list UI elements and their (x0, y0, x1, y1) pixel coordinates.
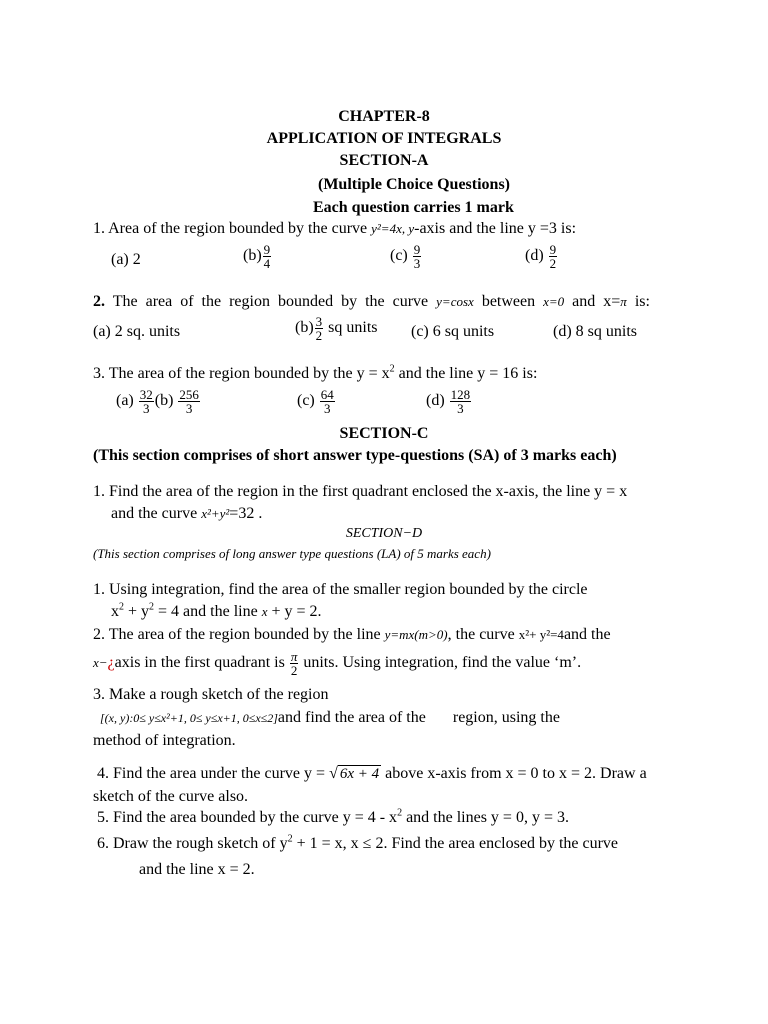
section-d-heading: SECTION−D (345, 526, 423, 541)
section-c-description: (This section comprises of short answer type-questions (SA) of 3 marks each) (93, 447, 617, 464)
section-c-question-1-line-1: 1. Find the area of the region in the first quadrant enclosed the x-axis, the line y = x (93, 483, 628, 500)
section-d-question-3-line-2 (100, 708, 560, 728)
section-c-heading: SECTION-C (339, 425, 429, 442)
q3-text: 3. The area of the region bounded by the y = x (93, 365, 390, 382)
question-2 (93, 292, 713, 312)
q3-option-d-den: 3 (457, 401, 464, 416)
c-q1-tail: =32 . (229, 505, 263, 522)
q1-option-c-label: (c) (390, 247, 408, 265)
q2-option-b-label: (b) (295, 319, 314, 337)
q1-text-tail: -axis and the line y =3 is: (414, 220, 577, 237)
d-q2-text-tail: and the (563, 626, 611, 643)
section-d-question-4-line-2: sketch of the curve also. (93, 788, 249, 805)
section-d-question-5: 5. Find the area bounded by the curve $y = 4 - x^2$ and the lines y = 0, y = 3. (97, 807, 569, 826)
q2-option-d: (d) 8 sq units (553, 323, 637, 340)
q1-text: 1. Area of the region bounded by the curve (93, 220, 372, 237)
q3-option-b-num: 256 (179, 387, 199, 402)
d-q2-curve-math: x²+ y²=4 (518, 627, 564, 642)
q2-number: 2. (93, 293, 105, 310)
d-q2-text-curve: , the curve (447, 626, 519, 643)
q1-option-d-frac (549, 243, 558, 270)
mcq-heading: (Multiple Choice Questions) (318, 176, 510, 193)
q1-option-d-den: 2 (549, 256, 557, 271)
d-q4-sqrt: √ 6x + 4 (329, 765, 380, 782)
q2-math-upper: π (620, 294, 627, 309)
section-d-question-3-line-3: method of integration. (93, 732, 236, 749)
d-q1-text: = 4 and the line (154, 603, 262, 620)
d-q2-text: 2. The area of the region bounded by the line (93, 626, 385, 643)
q2-option-a: (a) 2 sq. units (93, 323, 181, 340)
q3-option-b-den: 3 (185, 401, 193, 416)
q2-text-between: between (473, 293, 544, 310)
d-q2-axis-math: x− (93, 655, 108, 671)
q3-option-c (297, 388, 336, 415)
d-q4-text-tail: above x-axis from x = 0 to x = 2. Draw a (385, 765, 647, 782)
q3-option-c-num: 64 (320, 387, 334, 402)
d-q6-text: 6. Draw the rough sketch of y (97, 835, 288, 852)
q3-option-d (426, 388, 472, 415)
chapter-heading: CHAPTER-8 (338, 108, 430, 125)
q3-option-d-frac (450, 388, 472, 415)
d-q2-frac-num: π (290, 649, 298, 664)
d-q3-text: and find the area of the (277, 709, 426, 726)
q3-option-c-label: (c) (297, 392, 315, 410)
q1-option-d-num: 9 (549, 242, 557, 257)
d-q2-axis-text: axis in the first quadrant is (114, 654, 289, 672)
q3-option-b-label: (b) (154, 392, 174, 410)
q1-option-a: (a) 2 (111, 251, 141, 268)
section-a-heading: SECTION-A (339, 152, 429, 169)
marks-heading: Each question carries 1 mark (313, 199, 514, 216)
q3-option-d-label: (d) (426, 392, 445, 410)
q3-option-a (116, 388, 201, 415)
q2-math-lower: x=0 (543, 294, 565, 309)
section-c-question-1-line-2 (111, 504, 262, 524)
section-d-question-1-line-1: 1. Using integration, find the area of the smaller region bounded by the circle (93, 581, 588, 598)
d-q2-units-text: units. Using integration, find the value ‘m’. (299, 654, 582, 672)
section-d-question-2-line-2 (93, 650, 581, 677)
q1-option-b-frac (263, 243, 272, 270)
d-q3-region-math: [(x, y):0≤ y≤x²+1, 0≤ y≤x+1, 0≤x≤2] (100, 711, 278, 725)
d-q6-tail: + 1 = x, x ≤ 2. Find the area enclosed by the curve (292, 835, 619, 852)
q2-option-b-den: 2 (315, 328, 323, 343)
section-d-description: (This section comprises of long answer type questions (LA) of 5 marks each) (93, 546, 491, 561)
section-d-question-4-line-1 (97, 764, 647, 784)
q1-option-c-frac (413, 243, 422, 270)
question-3: 3. The area of the region bounded by the $y = x^2$ and the line y = 16 is: (93, 363, 538, 382)
d-q1-tail: + y = 2. (267, 603, 322, 620)
q2-option-b-tail: sq units (324, 319, 378, 337)
q1-option-d-label: (d) (525, 247, 544, 265)
q1-math: y²=4x, y (371, 221, 415, 236)
q3-option-a-num: 32 (139, 387, 153, 402)
q2-option-b-num: 3 (315, 314, 323, 329)
section-d-question-1-line-2: $x^2 + y^2 = 4$ and the line x + y = 2. (111, 601, 322, 620)
q3-option-c-den: 3 (324, 401, 331, 416)
section-d-question-6-line-1: 6. Draw the rough sketch of $y^2 + 1 = x$, x ≤ 2. Find the area enclosed by the curve (97, 833, 619, 852)
d-q4-radicand: 6x + 4 (339, 766, 380, 782)
q3-text-tail: and the line y = 16 is: (394, 365, 538, 382)
section-d-question-2-line-1 (93, 625, 611, 645)
q2-option-b-frac (315, 315, 324, 342)
d-q5-text: 5. Find the area bounded by the curve y = 4 - x (97, 809, 398, 826)
q3-option-b-frac (178, 388, 200, 415)
c-q1-text: and the curve (111, 505, 202, 522)
question-1 (93, 219, 576, 239)
q1-option-b (243, 243, 272, 270)
q1-option-d (525, 243, 558, 270)
q3-option-d-num: 128 (450, 387, 471, 402)
q2-text-tail: is: (626, 293, 650, 310)
q1-option-b-den: 4 (263, 256, 271, 271)
q2-math-curve: y=cosx (436, 294, 474, 309)
q1-option-c-num: 9 (413, 242, 421, 257)
q1-option-b-num: 9 (263, 242, 271, 257)
q2-text: The area of the region bounded by the curve (105, 293, 437, 310)
q3-option-a-den: 3 (143, 401, 150, 416)
d-q2-frac (290, 650, 299, 677)
d-q2-glyph: ¿ (107, 654, 115, 672)
section-d-question-3-line-1: 3. Make a rough sketch of the region (93, 686, 329, 703)
d-q1-x: x (111, 603, 119, 620)
q1-option-c-den: 3 (413, 256, 421, 271)
d-q1-y: + y (124, 603, 150, 620)
q1-option-b-label: (b) (243, 247, 262, 265)
q1-option-c (390, 243, 422, 270)
d-q5-tail: and the lines y = 0, y = 3. (402, 809, 569, 826)
d-q2-line-math: y=mx(m>0) (384, 627, 448, 642)
section-d-question-6-line-2: and the line x = 2. (139, 861, 255, 878)
chapter-title: APPLICATION OF INTEGRALS (266, 130, 502, 147)
q3-option-a-label: (a) (116, 392, 134, 410)
c-q1-math: x²+y² (201, 506, 230, 521)
q3-option-c-frac (320, 388, 335, 415)
q2-option-b (295, 315, 378, 342)
d-q1-line-x: x (261, 604, 268, 619)
d-q3-text-tail: region, using the (452, 709, 560, 726)
q2-text-and: and x= (564, 293, 621, 310)
q3-option-a-frac (139, 388, 154, 415)
d-q2-frac-den: 2 (290, 663, 298, 678)
d-q4-text: 4. Find the area under the curve y = (97, 765, 330, 782)
q2-option-c: (c) 6 sq units (411, 323, 495, 340)
